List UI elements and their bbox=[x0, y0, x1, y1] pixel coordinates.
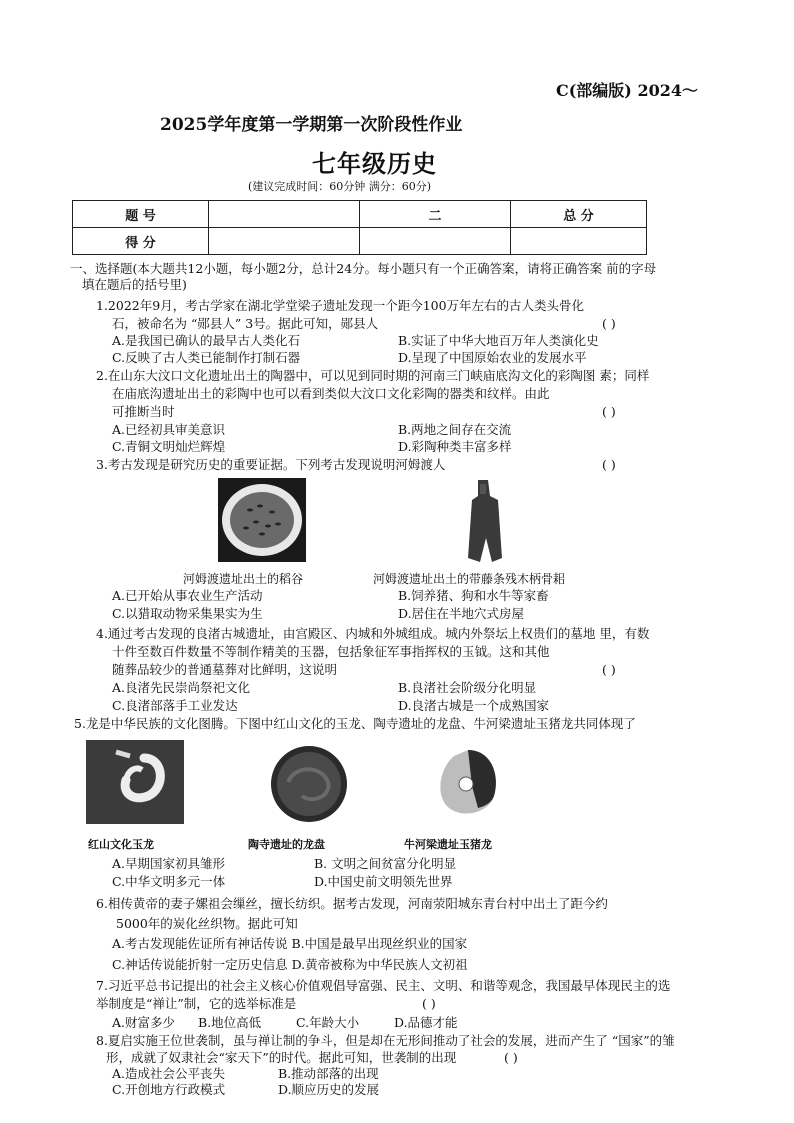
q7-stem: 7.习近平总书记提出的社会主义核心价值观倡导富强、民主、文明、和谐等观念，我国最早体现民主的选 bbox=[96, 978, 671, 993]
q6-stem-cont: 5000年的炭化丝织物。据此可知 bbox=[116, 916, 298, 931]
q6-options-cd[interactable]: C.神话传说能折射一定历史信息 D.黄帝被称为中华民族人文初祖 bbox=[112, 957, 468, 972]
bone-spade-photo bbox=[458, 478, 510, 564]
q7-answer-paren[interactable]: ( ) bbox=[422, 996, 436, 1011]
page-title: 2025学年度第一学期第一次阶段性作业 bbox=[160, 115, 463, 135]
q4-option-d[interactable]: D.良渚古城是一个成熟国家 bbox=[398, 698, 550, 713]
q8-stem: 8.夏启实施王位世袭制，虽与禅让制的争斗，但是却在无形间推动了社会的发展，进而产生了 “国家”的雏 bbox=[96, 1033, 675, 1048]
score-cell[interactable] bbox=[209, 228, 360, 255]
q3-stem: 3.考古发现是研究历史的重要证据。下列考古发现说明河姆渡人 bbox=[96, 457, 446, 472]
score-row-label: 得 分 bbox=[73, 228, 209, 255]
q3-caption-1: 河姆渡遗址出土的稻谷 bbox=[183, 572, 304, 586]
section-heading-cont: 填在题后的括号里) bbox=[82, 277, 187, 292]
q8-option-b[interactable]: B.推动部落的出现 bbox=[278, 1066, 379, 1081]
score-cell[interactable] bbox=[511, 228, 647, 255]
q2-stem: 2.在山东大汶口文化遗址出土的陶器中，可以见到同时期的河南三门峡庙底沟文化的彩陶图 素；同样 bbox=[96, 368, 650, 383]
q6-options-ab[interactable]: A.考古发现能佐证所有神话传说 B.中国是最早出现丝织业的国家 bbox=[112, 936, 468, 951]
q6-stem: 6.相传黄帝的妻子嫘祖会缫丝，擅长纺织。据考古发现，河南荥阳城东青台村中出土了距今约 bbox=[96, 896, 608, 911]
q8-answer-paren[interactable]: ( ) bbox=[504, 1050, 518, 1065]
q5-option-c[interactable]: C.中华文明多元一体 bbox=[112, 874, 226, 889]
q7-stem-cont: 举制度是“禅让”制，它的选举标准是 bbox=[96, 996, 297, 1011]
q4-stem-cont: 十件至数百件数量不等制作精美的玉器，包括象征军事指挥权的玉钺。这和其他 bbox=[112, 644, 550, 659]
q5-caption-1: 红山文化玉龙 bbox=[88, 838, 154, 851]
score-table bbox=[72, 200, 647, 255]
q7-option-b[interactable]: B.地位高低 bbox=[198, 1015, 262, 1030]
edition-label: C(部编版) 2024～ bbox=[556, 81, 698, 100]
q4-stem: 4.通过考古发现的良渚古城遗址，由宫殿区、内城和外城组成。城内外祭坛上权贵们的墓地 里，有数 bbox=[96, 626, 650, 641]
rice-grain-photo bbox=[218, 478, 306, 562]
q1-option-a[interactable]: A.是我国已确认的最早古人类化石 bbox=[112, 333, 301, 348]
q8-option-a[interactable]: A.造成社会公平丧失 bbox=[112, 1066, 226, 1081]
q1-stem-cont: 石，被命名为 “郧县人” 3号。据此可知，郧县人 bbox=[112, 316, 379, 331]
q4-option-b[interactable]: B.良渚社会阶级分化明显 bbox=[398, 680, 537, 695]
q1-option-c[interactable]: C.反映了古人类已能制作打制石器 bbox=[112, 350, 301, 365]
section-heading: 一、选择题(本大题共12小题，每小题2分，总计24分。每小题只有一个正确答案，请将正确答案 前的字母 bbox=[70, 261, 657, 276]
q8-option-d[interactable]: D.顺应历史的发展 bbox=[278, 1082, 380, 1097]
q2-stem-cont2: 可推断当时 bbox=[112, 404, 175, 419]
score-col-1 bbox=[209, 201, 360, 228]
q3-answer-paren[interactable]: ( ) bbox=[602, 457, 616, 472]
q5-caption-2: 陶寺遗址的龙盘 bbox=[248, 838, 325, 851]
q2-option-d[interactable]: D.彩陶种类丰富多样 bbox=[398, 439, 512, 454]
q3-caption-2: 河姆渡遗址出土的带藤条残木柄骨耜 bbox=[373, 572, 566, 586]
score-total-label: 总 分 bbox=[511, 201, 647, 228]
q2-answer-paren[interactable]: ( ) bbox=[602, 404, 616, 419]
q5-option-b[interactable]: B. 文明之间贫富分化明显 bbox=[314, 856, 457, 871]
q3-option-d[interactable]: D.居住在半地穴式房屋 bbox=[398, 606, 525, 621]
q3-option-c[interactable]: C.以猎取动物采集果实为生 bbox=[112, 606, 263, 621]
q1-stem: 1.2022年9月，考古学家在湖北学堂梁子遗址发现一个距今100万年左右的古人类头骨化 bbox=[96, 298, 585, 313]
q3-option-a[interactable]: A.已开始从事农业生产活动 bbox=[112, 588, 263, 603]
jade-pig-dragon-photo bbox=[434, 746, 502, 822]
q7-option-c[interactable]: C.年龄大小 bbox=[296, 1015, 360, 1030]
q7-option-a[interactable]: A.财富多少 bbox=[112, 1015, 176, 1030]
q5-stem: 5.龙是中华民族的文化图腾。下图中红山文化的玉龙、陶寺遗址的龙盘、牛河梁遗址玉猪龙共同体现了 bbox=[74, 716, 636, 731]
q2-option-c[interactable]: C.青铜文明灿烂辉煌 bbox=[112, 439, 226, 454]
q5-caption-3: 牛河梁遗址玉猪龙 bbox=[404, 838, 492, 851]
q4-option-c[interactable]: C.良渚部落手工业发达 bbox=[112, 698, 238, 713]
q1-answer-paren[interactable]: ( ) bbox=[602, 316, 616, 331]
q8-option-c[interactable]: C.开创地方行政模式 bbox=[112, 1082, 226, 1097]
jade-dragon-photo bbox=[86, 740, 184, 824]
q4-option-a[interactable]: A.良渚先民崇尚祭祀文化 bbox=[112, 680, 251, 695]
q4-stem-cont2: 随葬品较少的普通墓葬对比鲜明，这说明 bbox=[112, 662, 338, 677]
q3-option-b[interactable]: B.饲养猪、狗和水牛等家畜 bbox=[398, 588, 549, 603]
score-header-label: 题 号 bbox=[73, 201, 209, 228]
q4-answer-paren[interactable]: ( ) bbox=[602, 662, 616, 677]
q5-option-a[interactable]: A.早期国家初具雏形 bbox=[112, 856, 226, 871]
score-cell[interactable] bbox=[360, 228, 511, 255]
q8-stem-cont: 形，成就了奴隶社会“家天下”的时代。据此可知，世袭制的出现 bbox=[106, 1050, 457, 1065]
q2-option-a[interactable]: A.已经初具审美意识 bbox=[112, 422, 226, 437]
score-col-2: 二 bbox=[360, 201, 511, 228]
subject-title: 七年级历史 bbox=[312, 149, 437, 178]
q5-option-d[interactable]: D.中国史前文明领先世界 bbox=[314, 874, 453, 889]
q2-stem-cont: 在庙底沟遗址出土的彩陶中也可以看到类似大汶口文化彩陶的器类和纹样。由此 bbox=[112, 386, 550, 401]
q1-option-b[interactable]: B.实证了中华大地百万年人类演化史 bbox=[398, 333, 599, 348]
time-note: (建议完成时间：60分钟 满分：60分) bbox=[248, 180, 432, 193]
dragon-plate-photo bbox=[266, 744, 352, 824]
q1-option-d[interactable]: D.呈现了中国原始农业的发展水平 bbox=[398, 350, 587, 365]
q2-option-b[interactable]: B.两地之间存在交流 bbox=[398, 422, 512, 437]
q7-option-d[interactable]: D.品德才能 bbox=[394, 1015, 458, 1030]
